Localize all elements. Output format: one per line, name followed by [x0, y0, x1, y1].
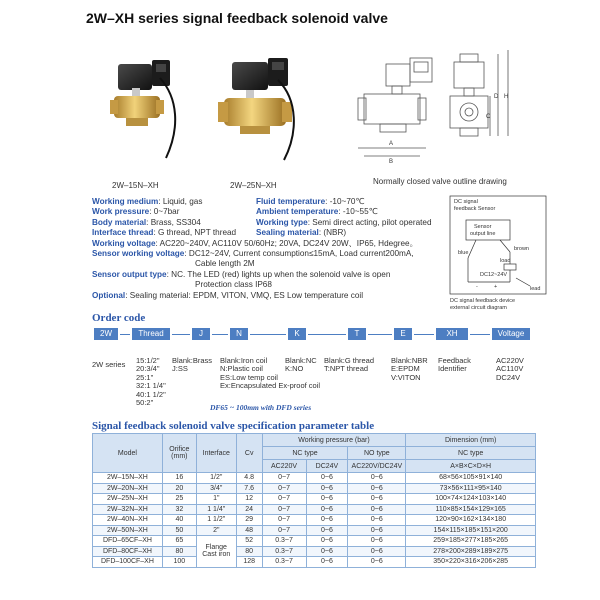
wiring-footer-1: DC signal feedback device	[450, 298, 516, 304]
wiring-load: load	[500, 258, 511, 264]
wiring-title-2: feedback Sensor	[454, 206, 496, 212]
spec-label: Sensor working voltage	[92, 249, 185, 259]
spec-row-7b	[92, 280, 437, 290]
wiring-plus: +	[494, 284, 498, 290]
spec-value: : -10~55℃	[338, 207, 378, 217]
order-box-voltage: Voltage	[492, 328, 530, 340]
th-nc-type: NC type	[262, 447, 348, 460]
spec-row-5	[92, 239, 437, 249]
order-box-xh: XH	[436, 328, 468, 340]
table-title: Signal feedback solenoid valve specification parameter table	[92, 420, 375, 432]
product-photo-2w25	[218, 48, 308, 173]
order-box-thread: Thread	[132, 328, 170, 340]
order-dash	[470, 334, 490, 335]
photo-caption-1: 2W–15N–XH	[112, 181, 159, 190]
spec-row-7	[92, 270, 437, 280]
th-model: Model	[93, 434, 163, 473]
outline-drawing	[356, 44, 536, 179]
spec-label: Optional	[92, 290, 126, 300]
spec-value: : 0~7bar	[149, 207, 180, 217]
order-col-2w: 2W series	[92, 360, 126, 369]
order-dash	[414, 334, 434, 335]
spec-row-4	[92, 228, 437, 238]
order-dash	[172, 334, 190, 335]
drawing-caption: Normally closed valve outline drawing	[373, 177, 507, 186]
order-col-j: Blank:Brass J:SS	[172, 356, 213, 374]
order-box-j: J	[192, 328, 210, 340]
product-photo-2w15	[108, 48, 188, 173]
table-row: 2W–32N–XH 32 1 1/4" 24 0~7 0~6 0~6 110×85×154×129×165	[93, 504, 536, 515]
order-col-t: Blank:G thread T:NPT thread	[324, 356, 375, 374]
spec-row-6	[92, 249, 437, 259]
wiring-brown: brown	[514, 246, 529, 252]
spec-value: Cable length 2M	[195, 259, 255, 269]
wiring-blue: blue	[458, 250, 469, 256]
spec-value: Protection class IP68	[195, 280, 272, 290]
th-working-pressure: Working pressure (bar)	[262, 434, 406, 447]
order-dash	[120, 334, 130, 335]
order-dash	[368, 334, 392, 335]
spec-label: Working medium	[92, 197, 159, 206]
th-dim-axis: A×B×C×D×H	[406, 460, 536, 473]
table-row: DFD–65CF–XH 65 Flange Cast iron 52 0.3~7 0~6 0~6 259×185×277×185×265	[93, 536, 536, 547]
spec-label: Work pressure	[92, 207, 150, 217]
spec-value: : Liquid, gas	[158, 197, 203, 206]
th-ac220: AC220V	[262, 460, 306, 473]
dim-label-a: A	[389, 141, 394, 147]
th-dim-nc-type: NC type	[406, 447, 536, 460]
spec-label: Sealing material	[256, 228, 319, 238]
table-row: 2W–15N–XH 16 1/2" 4.8 0~7 0~6 0~6 68×56×105×91×140	[93, 473, 536, 484]
spec-value: : DC12~24V, Current consumption≤15mA, Load current200mA,	[184, 249, 414, 259]
spec-row-2	[92, 207, 437, 217]
order-box-t: T	[348, 328, 366, 340]
spec-list	[92, 197, 437, 301]
spec-label: Working voltage	[92, 238, 156, 248]
th-cv: Cv	[236, 434, 262, 473]
table-row: DFD–100CF–XH 100 128 0.3~7 0~6 0~6 350×220×316×206×285	[93, 557, 536, 568]
wiring-footer-2: external circuit diagram	[450, 305, 507, 311]
th-dc24: DC24V	[306, 460, 348, 473]
th-orifice: Orifice (mm)	[162, 434, 196, 473]
order-col-n: Blank:Iron coil N:Plastic coil ES:Low temp coil Ex:Encapsulated Ex-proof coil	[220, 356, 321, 391]
wiring-lead: lead	[530, 286, 541, 292]
order-note: DF65 ~ 100mm with DFD series	[210, 403, 312, 412]
spec-row-1	[92, 197, 437, 207]
table-row: DFD–80CF–XH 80 80 0.3~7 0~6 0~6 278×200×289×189×275	[93, 546, 536, 557]
order-box-e: E	[394, 328, 412, 340]
spec-label: Working type	[256, 217, 308, 227]
page-title: 2W–XH series signal feedback solenoid valve	[86, 10, 388, 26]
spec-row-8	[92, 291, 437, 301]
table-row: 2W–25N–XH 25 1" 12 0~7 0~6 0~6 100×74×124×103×140	[93, 494, 536, 505]
order-code-title: Order code	[92, 312, 146, 324]
spec-row-3	[92, 218, 437, 228]
order-box-k: K	[288, 328, 306, 340]
order-dash	[212, 334, 228, 335]
order-dash	[308, 334, 346, 335]
spec-value: : Brass, SS304	[146, 217, 201, 227]
dim-label-h: H	[504, 94, 509, 100]
flange-cell: Flange Cast iron	[196, 536, 236, 568]
spec-value: : (NBR)	[318, 228, 347, 238]
order-dash	[250, 334, 286, 335]
order-col-voltage: AC220V AC110V DC24V	[496, 356, 524, 382]
spec-value: : -10~70℃	[325, 197, 365, 206]
spec-table	[92, 433, 536, 568]
spec-value: : Semi direct acting, pilot operated	[307, 217, 432, 227]
dim-label-c: C	[486, 114, 491, 120]
spec-row-6b	[92, 259, 437, 269]
wiring-sensor-2: output line	[470, 231, 496, 237]
spec-value: : NC. The LED (red) lights up when the solenoid valve is open	[166, 269, 391, 279]
th-interface: Interface	[196, 434, 236, 473]
wiring-dc: DC12~24V	[480, 272, 508, 278]
wiring-sensor-1: Sensor	[474, 224, 492, 230]
photo-caption-2: 2W–25N–XH	[230, 181, 277, 190]
spec-value: : Sealing material: EPDM, VITON, VMQ, ES Low temperature coil	[125, 290, 364, 300]
order-box-n: N	[230, 328, 248, 340]
spec-label: Sensor output type	[92, 269, 167, 279]
table-row: 2W–20N–XH 20 3/4" 7.6 0~7 0~6 0~6 73×56×111×95×140	[93, 483, 536, 494]
table-row: 2W–50N–XH 50 2" 48 0~7 0~6 0~6 154×115×185×151×200	[93, 525, 536, 536]
spec-label: Interface thread	[92, 228, 154, 238]
order-col-thread: 15:1/2" 20:3/4" 25:1" 32:1 1/4" 40:1 1/2" 50:2"	[136, 356, 166, 408]
dim-label-d: D	[494, 94, 499, 100]
table-row: 2W–40N–XH 40 1 1/2" 29 0~7 0~6 0~6 120×90×162×134×180	[93, 515, 536, 526]
order-box-2w: 2W	[94, 328, 118, 340]
order-col-xh: Feedback Identifier	[438, 356, 471, 374]
spec-label: Fluid temperature	[256, 197, 326, 206]
spec-label: Ambient temperature	[256, 207, 339, 217]
wiring-minus: -	[476, 284, 478, 290]
dim-label-b: B	[389, 159, 394, 165]
order-col-e: Blank:NBR E:EPDM V:VITON	[391, 356, 428, 382]
th-no-type: NO type	[348, 447, 406, 460]
wiring-diagram	[446, 194, 556, 319]
spec-value: : AC220~240V, AC110V 50/60Hz; 20VA, DC24V 20W、IP65, Hdegree。	[155, 238, 418, 248]
th-dimension: Dimension (mm)	[406, 434, 536, 447]
spec-label: Body material	[92, 217, 147, 227]
th-acdc: AC220V/DC24V	[348, 460, 406, 473]
spec-value: : G thread, NPT thread	[153, 228, 237, 238]
wiring-title-1: DC signal	[454, 199, 478, 205]
order-col-k: Blank:NC K:NO	[285, 356, 317, 374]
